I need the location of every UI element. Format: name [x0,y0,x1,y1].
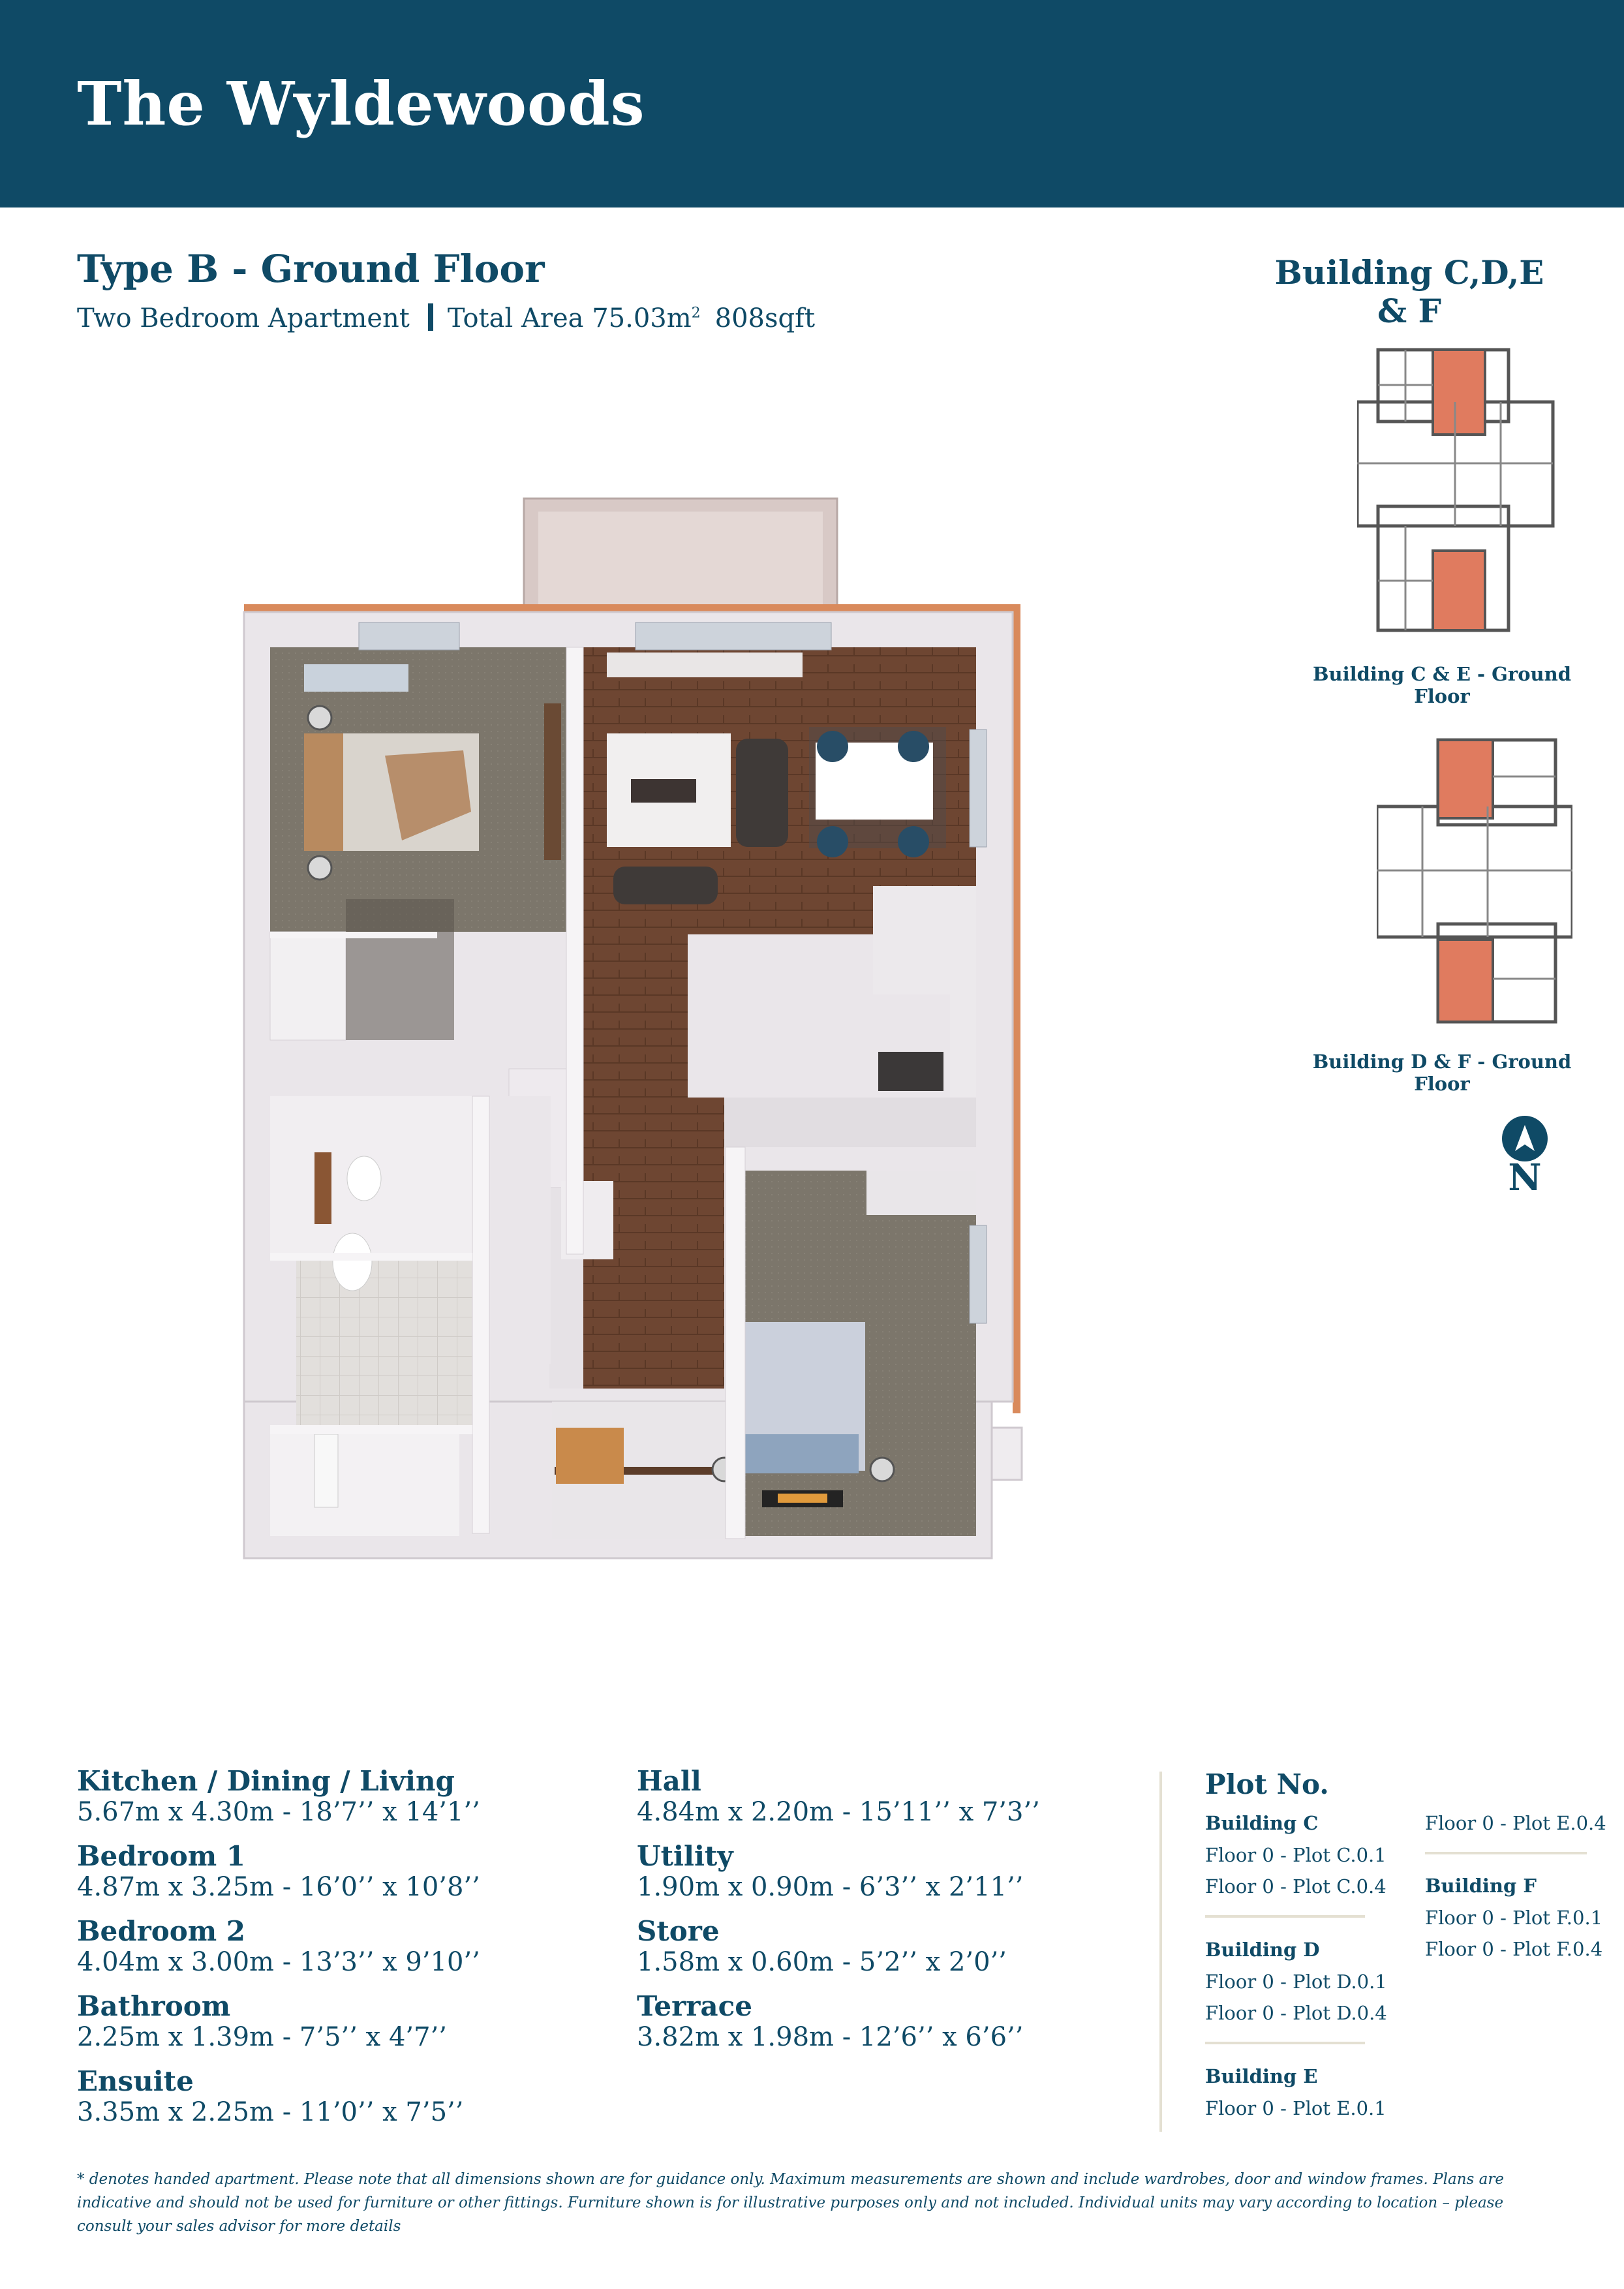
kitchen-counter [724,1098,976,1147]
room-dims: 1.90m x 0.90m - 6’3’’ x 2’11’’ [637,1872,1024,1902]
room-dims: 4.84m x 2.20m - 15’11’’ x 7’3’’ [637,1797,1040,1827]
plot-item: Floor 0 - Plot F.0.1 [1425,1907,1603,1929]
keyplan-caption-d-f: Building D & F - Ground Floor [1312,1051,1572,1095]
plot-item: Floor 0 - Plot C.0.1 [1205,1844,1387,1866]
keyplan-caption-c-e: Building C & E - Ground Floor [1312,663,1571,707]
apartment-type: Two Bedroom Apartment [77,303,410,333]
highlight-plot-c-0-4 [1433,551,1485,630]
room-store [637,1916,1007,1977]
utility [489,1096,551,1364]
highlight-plot-c-0-1 [1433,350,1485,435]
area-superscript: 2 [691,305,701,322]
room-dims: 4.87m x 3.25m - 16’0’’ x 10’8’’ [77,1872,480,1902]
room-ensuite [77,2066,463,2127]
room-name: Ensuite [77,2065,194,2097]
kitchen-units [873,886,950,994]
room-dims: 2.25m x 1.39m - 7’5’’ x 4’7’’ [77,2022,447,2052]
room-hall [637,1766,1040,1827]
room-dims: 4.04m x 3.00m - 13’3’’ x 9’10’’ [77,1947,480,1977]
plot-item: Floor 0 - Plot E.0.4 [1425,1812,1606,1834]
plot-rule [1425,1852,1587,1854]
unit-subtitle [77,303,815,333]
page-title: Type B - Ground Floor [77,247,545,291]
disclaimer-text: * denotes handed apartment. Please note that all dimensions shown are for guidance only. Maximum measurements are shown and include wardrobes, door and window frames. Plans are indicative and should not be used for furniture or other fittings. Furniture shown is for illustrative purposes only and not included. Individual units may vary according to location – please consult your sales advisor for more details [77,2171,1504,2235]
plot-building-f: Building F [1425,1875,1537,1897]
plot-item: Floor 0 - Plot C.0.4 [1205,1875,1387,1897]
room-dims: 1.58m x 0.60m - 5’2’’ x 2’0’’ [637,1947,1007,1977]
plot-building-c: Building C [1205,1812,1319,1834]
room-terrace [637,1991,1023,2052]
keyplan-building-c-e [1357,339,1566,646]
plot-item: Floor 0 - Plot E.0.1 [1205,2097,1387,2119]
plot-item: Floor 0 - Plot D.0.4 [1205,2002,1387,2024]
brick-edge-right [1013,604,1020,1413]
room-kitchen-dining-living [77,1766,480,1827]
room-name: Hall [637,1765,701,1797]
plot-building-e: Building E [1205,2065,1318,2087]
north-label: N [1508,1156,1542,1199]
sofa [736,739,788,847]
total-area: Total Area 75.03m [447,303,692,333]
keyplan-building-d-f [1377,731,1572,1031]
room-name: Bedroom 2 [77,1915,246,1947]
plot-divider [1159,1772,1162,2132]
room-bathroom [77,1991,447,2052]
plot-item: Floor 0 - Plot D.0.1 [1205,1971,1387,1993]
room-name: Bedroom 1 [77,1840,246,1872]
room-dims: 3.35m x 2.25m - 11’0’’ x 7’5’’ [77,2097,464,2127]
room-name: Bathroom [77,1990,231,2022]
room-name: Terrace [637,1990,752,2022]
area-sqft: 808sqft [714,303,816,333]
plot-rule [1205,1915,1365,1918]
floor-plan [241,495,1037,1570]
brick-edge-top [244,604,1020,612]
highlight-plot-d-0-4 [1438,940,1493,1022]
room-bedroom-1 [77,1841,480,1902]
room-dims: 5.67m x 4.30m - 18’7’’ x 14’1’’ [77,1797,480,1827]
plot-item: Floor 0 - Plot F.0.4 [1425,1938,1603,1960]
room-name: Store [637,1915,720,1947]
room-dims: 3.82m x 1.98m - 12’6’’ x 6’6’’ [637,2022,1024,2052]
plot-rule [1205,2042,1365,2044]
plot-title: Plot No. [1205,1768,1329,1800]
armchair [613,867,718,904]
bathroom [270,1434,459,1536]
north-arrow-icon [1502,1116,1548,1161]
room-name: Utility [637,1840,733,1872]
room-name: Kitchen / Dining / Living [77,1765,455,1797]
brand-title: The Wyldewoods [77,69,645,139]
room-utility [637,1841,1023,1902]
buildings-title: Building C,D,E & F [1274,253,1544,330]
highlight-plot-d-0-1 [1438,740,1493,818]
room-bedroom-2 [77,1916,480,1977]
subtitle-separator [428,303,433,331]
plot-building-d: Building D [1205,1939,1320,1961]
